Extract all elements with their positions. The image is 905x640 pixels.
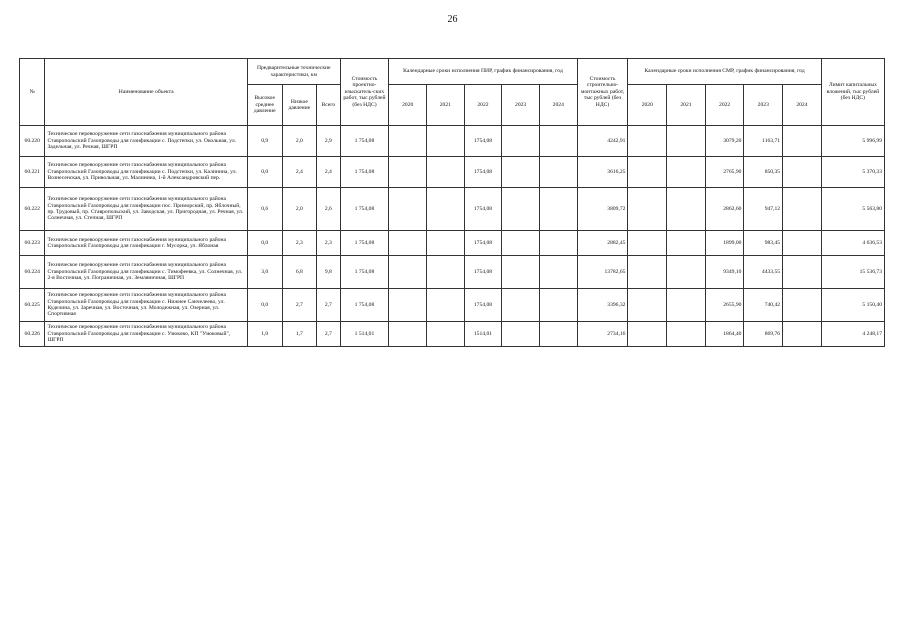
smr-year-cell: 1163,71 — [744, 126, 783, 157]
object-name: Техническое перевооружение сети газоснабжения муниципального района Ставропольский Газопроводы для газификации с. Подстепки, ул. Калинина, ул. Вознесенская, ул. Привольная, ул. Малинина, 1-й Александровский пер. — [45, 157, 248, 188]
capital-limit: 4 248,17 — [821, 322, 884, 347]
pir-year-cell: 1754,08 — [464, 289, 502, 322]
high-pressure-km: 0,9 — [247, 126, 282, 157]
header-no: № — [20, 59, 45, 126]
low-pressure-km: 2,7 — [282, 289, 317, 322]
design-cost: 1 514,01 — [340, 322, 389, 347]
smr-year-cell — [628, 231, 667, 256]
smr-year-cell: 2655,90 — [705, 289, 744, 322]
header-year: 2022 — [705, 85, 744, 126]
header-limit: Лимит капитальных вложений, тыс рублей (без НДС) — [821, 59, 884, 126]
build-cost: 2734,16 — [577, 322, 628, 347]
table-row — [20, 126, 885, 157]
smr-year-cell — [783, 256, 822, 289]
table-row — [20, 322, 885, 347]
smr-year-cell — [667, 157, 706, 188]
smr-year-cell — [667, 231, 706, 256]
smr-year-cell: 740,42 — [744, 289, 783, 322]
header-year: 2022 — [464, 85, 502, 126]
pir-year-cell — [427, 126, 465, 157]
pir-year-cell — [539, 126, 577, 157]
total-km: 2,9 — [317, 126, 340, 157]
low-pressure-km: 2,3 — [282, 231, 317, 256]
design-cost: 1 754,08 — [340, 256, 389, 289]
pir-year-cell: 1514,01 — [464, 322, 502, 347]
design-cost: 1 754,08 — [340, 126, 389, 157]
row-number: 60.225 — [20, 289, 45, 322]
capital-limit: 4 636,53 — [821, 231, 884, 256]
smr-year-cell — [667, 256, 706, 289]
header-total-km: Всего — [317, 85, 340, 126]
header-design-cost: Стоимость проектно-изыскатель-ских работ, тыс рублей (без НДС) — [340, 59, 389, 126]
smr-year-cell — [783, 231, 822, 256]
table-row — [20, 289, 885, 322]
object-name: Техническое перевооружение сети газоснабжения муниципального района Ставропольский Газопроводы для газификации с. Узюково, КП "Узюковый", ШГРП — [45, 322, 248, 347]
smr-year-cell: 1899,00 — [705, 231, 744, 256]
smr-year-cell — [628, 157, 667, 188]
high-pressure-km: 0,0 — [247, 157, 282, 188]
build-cost: 3396,32 — [577, 289, 628, 322]
smr-year-cell — [667, 188, 706, 231]
header-year: 2020 — [389, 85, 427, 126]
design-cost: 1 754,08 — [340, 231, 389, 256]
capital-limit: 5 150,40 — [821, 289, 884, 322]
pir-year-cell — [389, 231, 427, 256]
low-pressure-km: 2,4 — [282, 157, 317, 188]
pir-year-cell — [539, 157, 577, 188]
build-cost: 2882,45 — [577, 231, 628, 256]
low-pressure-km: 1,7 — [282, 322, 317, 347]
header-design-schedule: Календарные сроки исполнения ПИР, график финансирования, год — [389, 59, 577, 85]
pir-year-cell — [389, 126, 427, 157]
smr-year-cell: 2862,60 — [705, 188, 744, 231]
smr-year-cell: 2765,90 — [705, 157, 744, 188]
row-number: 60.220 — [20, 126, 45, 157]
pir-year-cell — [427, 289, 465, 322]
pir-year-cell — [539, 231, 577, 256]
header-year: 2021 — [427, 85, 465, 126]
header-year: 2023 — [502, 85, 540, 126]
pir-year-cell: 1754,08 — [464, 231, 502, 256]
header-row-1 — [20, 59, 885, 85]
pir-year-cell — [539, 188, 577, 231]
row-number: 60.224 — [20, 256, 45, 289]
total-km: 2,4 — [317, 157, 340, 188]
smr-year-cell: 9349,10 — [705, 256, 744, 289]
row-number: 60.221 — [20, 157, 45, 188]
build-cost: 3616,25 — [577, 157, 628, 188]
smr-year-cell — [783, 188, 822, 231]
row-number: 60.222 — [20, 188, 45, 231]
pir-year-cell: 1754,08 — [464, 256, 502, 289]
total-km: 2,6 — [317, 188, 340, 231]
high-pressure-km: 0,0 — [247, 231, 282, 256]
smr-year-cell: 4433,55 — [744, 256, 783, 289]
header-tech-group: Предварительные технические характеристики, км — [247, 59, 340, 85]
high-pressure-km: 1,0 — [247, 322, 282, 347]
pir-year-cell — [502, 126, 540, 157]
smr-year-cell: 947,12 — [744, 188, 783, 231]
header-build-cost: Стоимость строительно-монтажных работ, тыс рублей (без НДС) — [577, 59, 628, 126]
total-km: 2,7 — [317, 289, 340, 322]
smr-year-cell — [783, 126, 822, 157]
pir-year-cell — [502, 256, 540, 289]
header-year: 2021 — [667, 85, 706, 126]
capital-limit: 5 370,33 — [821, 157, 884, 188]
smr-year-cell — [628, 126, 667, 157]
pir-year-cell — [427, 256, 465, 289]
object-name: Техническое перевооружение сети газоснабжения муниципального района Ставропольский Газопроводы для газификации с. Подстепки, ул. Окольная, ул. Задельная, ул. Речная, ШГРП — [45, 126, 248, 157]
smr-year-cell — [628, 289, 667, 322]
object-name: Техническое перевооружение сети газоснабжения муниципального района Ставропольский Газопроводы для газификации пос. Приморский, пр. Яблочный, пр. Трудовый, пр. Ставропольский, ул. Заводская, ул. Пригородная, ул. Речная, ул. Солнечная, ул. Степная, ШГРП — [45, 188, 248, 231]
row-number: 60.226 — [20, 322, 45, 347]
pir-year-cell — [389, 322, 427, 347]
pir-year-cell — [502, 188, 540, 231]
smr-year-cell — [667, 322, 706, 347]
capital-limit: 5 996,99 — [821, 126, 884, 157]
table-row — [20, 231, 885, 256]
low-pressure-km: 6,8 — [282, 256, 317, 289]
smr-year-cell — [783, 322, 822, 347]
low-pressure-km: 2,0 — [282, 188, 317, 231]
header-year: 2020 — [628, 85, 667, 126]
low-pressure-km: 2,0 — [282, 126, 317, 157]
pir-year-cell — [502, 289, 540, 322]
smr-year-cell: 3079,20 — [705, 126, 744, 157]
header-build-schedule: Календарные сроки исполнения СМР, график финансирования, год — [628, 59, 821, 85]
smr-year-cell — [628, 256, 667, 289]
pir-year-cell — [502, 322, 540, 347]
investment-table — [19, 58, 885, 347]
total-km: 2,7 — [317, 322, 340, 347]
pir-year-cell — [427, 231, 465, 256]
high-pressure-km: 0,6 — [247, 188, 282, 231]
design-cost: 1 754,08 — [340, 188, 389, 231]
capital-limit: 15 536,73 — [821, 256, 884, 289]
header-name: Наименование объекта — [45, 59, 248, 126]
smr-year-cell: 983,45 — [744, 231, 783, 256]
object-name: Техническое перевооружение сети газоснабжения муниципального района Ставропольский Газопроводы для газификации г. Мусорка, ул. Яблоная — [45, 231, 248, 256]
smr-year-cell — [783, 157, 822, 188]
page-number: 26 — [447, 14, 458, 25]
pir-year-cell — [502, 157, 540, 188]
build-cost: 3809,72 — [577, 188, 628, 231]
header-low-pressure: Низкое давление — [282, 85, 317, 126]
header-year: 2024 — [539, 85, 577, 126]
smr-year-cell: 850,35 — [744, 157, 783, 188]
high-pressure-km: 0,0 — [247, 289, 282, 322]
smr-year-cell — [628, 322, 667, 347]
pir-year-cell — [502, 231, 540, 256]
build-cost: 13782,65 — [577, 256, 628, 289]
header-year: 2023 — [744, 85, 783, 126]
high-pressure-km: 3,0 — [247, 256, 282, 289]
pir-year-cell — [539, 256, 577, 289]
smr-year-cell — [783, 289, 822, 322]
build-cost: 4242,91 — [577, 126, 628, 157]
table-row — [20, 157, 885, 188]
object-name: Техническое перевооружение сети газоснабжения муниципального района Ставропольский Газопроводы для газификации с. Нижнее Санчелеево, ул. Куделина, ул. Заречная, ул. Восточная, ул. Молодежная, ул. Озерная, ул. Спортивная — [45, 289, 248, 322]
pir-year-cell — [427, 188, 465, 231]
total-km: 9,8 — [317, 256, 340, 289]
pir-year-cell: 1754,08 — [464, 157, 502, 188]
pir-year-cell: 1754,08 — [464, 188, 502, 231]
header-year: 2024 — [783, 85, 822, 126]
header-high-pressure: Высокое среднее давление — [247, 85, 282, 126]
design-cost: 1 754,08 — [340, 289, 389, 322]
design-cost: 1 754,08 — [340, 157, 389, 188]
table-row — [20, 256, 885, 289]
pir-year-cell — [427, 157, 465, 188]
table-row — [20, 188, 885, 231]
capital-limit: 5 563,80 — [821, 188, 884, 231]
pir-year-cell: 1754,08 — [464, 126, 502, 157]
smr-year-cell — [667, 126, 706, 157]
object-name: Техническое перевооружение сети газоснабжения муниципального района Ставропольский Газопроводы для газификации с. Тимофеевка, ул. Солнечная, ул. 2-я Восточная, ул. Пограничная, ул. Земляничная, ШГРП — [45, 256, 248, 289]
pir-year-cell — [389, 289, 427, 322]
pir-year-cell — [389, 256, 427, 289]
total-km: 2,3 — [317, 231, 340, 256]
smr-year-cell — [667, 289, 706, 322]
pir-year-cell — [389, 157, 427, 188]
pir-year-cell — [427, 322, 465, 347]
pir-year-cell — [389, 188, 427, 231]
smr-year-cell: 869,76 — [744, 322, 783, 347]
pir-year-cell — [539, 322, 577, 347]
row-number: 60.223 — [20, 231, 45, 256]
smr-year-cell: 1864,40 — [705, 322, 744, 347]
smr-year-cell — [628, 188, 667, 231]
pir-year-cell — [539, 289, 577, 322]
